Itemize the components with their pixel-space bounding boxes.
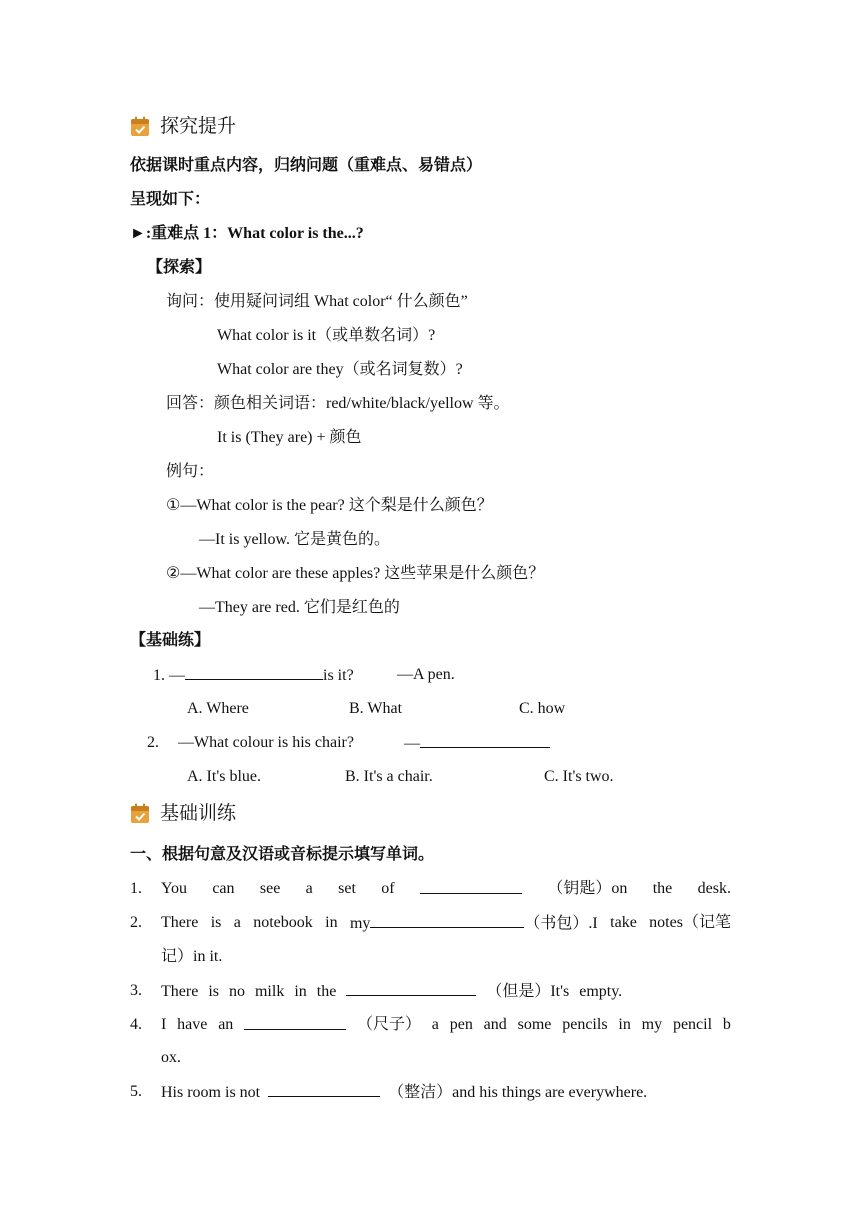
- item-number: 2.: [130, 914, 142, 931]
- word: pencils: [562, 1016, 608, 1033]
- question-number: 1. —: [153, 667, 185, 684]
- calendar-check-icon: [130, 803, 150, 824]
- example-1-question: ①—What color is the pear? 这个梨是什么颜色？: [166, 497, 493, 514]
- option-c: C. how: [519, 700, 566, 717]
- exercise-item-5: His room is not （整洁）and his things are everywhere.: [161, 1081, 647, 1104]
- option-c: C. It's two.: [544, 768, 614, 785]
- word: pen: [449, 1016, 473, 1033]
- section-header-explore: [130, 114, 236, 138]
- example-1-answer: —It is yellow. 它是黄色的。: [199, 531, 390, 548]
- hint: （整洁）and his things are everywhere.: [388, 1084, 648, 1101]
- explore-intro-line2: 呈现如下：: [130, 191, 211, 208]
- section-title: 探究提升: [160, 115, 237, 137]
- dash: —: [404, 735, 420, 752]
- word: can: [212, 880, 235, 897]
- option-b: B. What: [349, 700, 403, 717]
- word: take: [610, 914, 637, 931]
- answer-blank[interactable]: [420, 732, 550, 748]
- word: in: [325, 914, 338, 931]
- word: b: [722, 1016, 731, 1033]
- exercise-heading: 一、根据句意及汉语或音标提示填写单词。: [130, 846, 435, 863]
- hint: （但是）It's: [486, 983, 570, 1000]
- calendar-check-icon: [130, 116, 150, 137]
- word: There: [161, 914, 199, 931]
- option-a: A. It's blue.: [187, 768, 261, 785]
- word: some: [517, 1016, 552, 1033]
- word: notes（记笔: [649, 914, 731, 931]
- answer-blank[interactable]: [185, 664, 323, 680]
- word: of: [381, 880, 395, 897]
- practice-question-2: —What colour is his chair?: [178, 734, 354, 751]
- example-2-answer: —They are red. 它们是红色的: [199, 599, 400, 616]
- answer-blank[interactable]: [346, 980, 476, 996]
- exercise-item-2: [161, 912, 731, 935]
- example-2-question: ②—What color are these apples? 这些苹果是什么颜色？: [166, 565, 545, 582]
- practice-answer-1: —A pen.: [397, 666, 455, 683]
- option-b: B. It's a chair.: [345, 768, 433, 785]
- word: pencil: [672, 1016, 713, 1033]
- answer-blank[interactable]: [244, 1014, 346, 1030]
- option-a: A. Where: [187, 700, 249, 717]
- practice-answer-2: [404, 732, 550, 755]
- word: have: [177, 1016, 208, 1033]
- example-label: 例句：: [166, 463, 215, 480]
- word: a: [233, 914, 241, 931]
- answer-line: 回答：颜色相关词语：red/white/black/yellow 等。: [166, 395, 510, 412]
- word: a: [305, 880, 313, 897]
- ask-sentence-1: What color is it（或单数名词）?: [217, 327, 436, 344]
- answer-blank[interactable]: [420, 878, 522, 894]
- exercise-item-4: [161, 1014, 731, 1036]
- word: see: [259, 880, 281, 897]
- ask-sentence-2: What color are they（或名词复数）?: [217, 361, 463, 378]
- answer-blank[interactable]: [370, 912, 524, 928]
- word: a: [431, 1016, 439, 1033]
- word: You: [161, 880, 187, 897]
- word: notebook: [253, 914, 313, 931]
- word: my: [641, 1016, 663, 1033]
- hint: （尺子）: [356, 1016, 421, 1033]
- practice-title: 【基础练】: [130, 632, 211, 649]
- word: desk.: [697, 880, 731, 897]
- section-header-basic: [130, 801, 236, 825]
- question-number: 2.: [147, 734, 159, 751]
- hint: （书包）.I: [524, 915, 598, 932]
- word: in: [618, 1016, 631, 1033]
- explore-tag: 【探索】: [147, 259, 212, 276]
- hint: （钥匙）on: [547, 880, 628, 897]
- word: I: [161, 1016, 167, 1033]
- item-number: 1.: [130, 880, 142, 897]
- item-number: 5.: [130, 1083, 142, 1100]
- question-text: is it?: [323, 667, 354, 684]
- section-title: 基础训练: [160, 802, 237, 824]
- word: an: [218, 1016, 234, 1033]
- practice-question-1: [153, 664, 354, 687]
- exercise-item-2-cont: 记）in it.: [161, 948, 223, 965]
- exercise-item-4-cont: ox.: [161, 1049, 181, 1066]
- key-point-1: ►:重难点 1：What color is the...?: [130, 225, 364, 242]
- word: my: [349, 915, 371, 932]
- word: the: [652, 880, 673, 897]
- item-number: 4.: [130, 1016, 142, 1033]
- item-number: 3.: [130, 982, 142, 999]
- word: set: [338, 880, 356, 897]
- word: and: [483, 1016, 507, 1033]
- explore-intro-line1: 依据课时重点内容，归纳问题（重难点、易错点）: [130, 157, 483, 174]
- answer-sentence: It is (They are) + 颜色: [217, 429, 362, 446]
- answer-blank[interactable]: [268, 1081, 380, 1097]
- word: is: [210, 914, 222, 931]
- exercise-item-1: [161, 878, 731, 900]
- exercise-item-3: There is no milk in the （但是）It's empty.: [161, 980, 622, 1003]
- ask-line: 询问：使用疑问词组 What color“ 什么颜色”: [166, 293, 468, 310]
